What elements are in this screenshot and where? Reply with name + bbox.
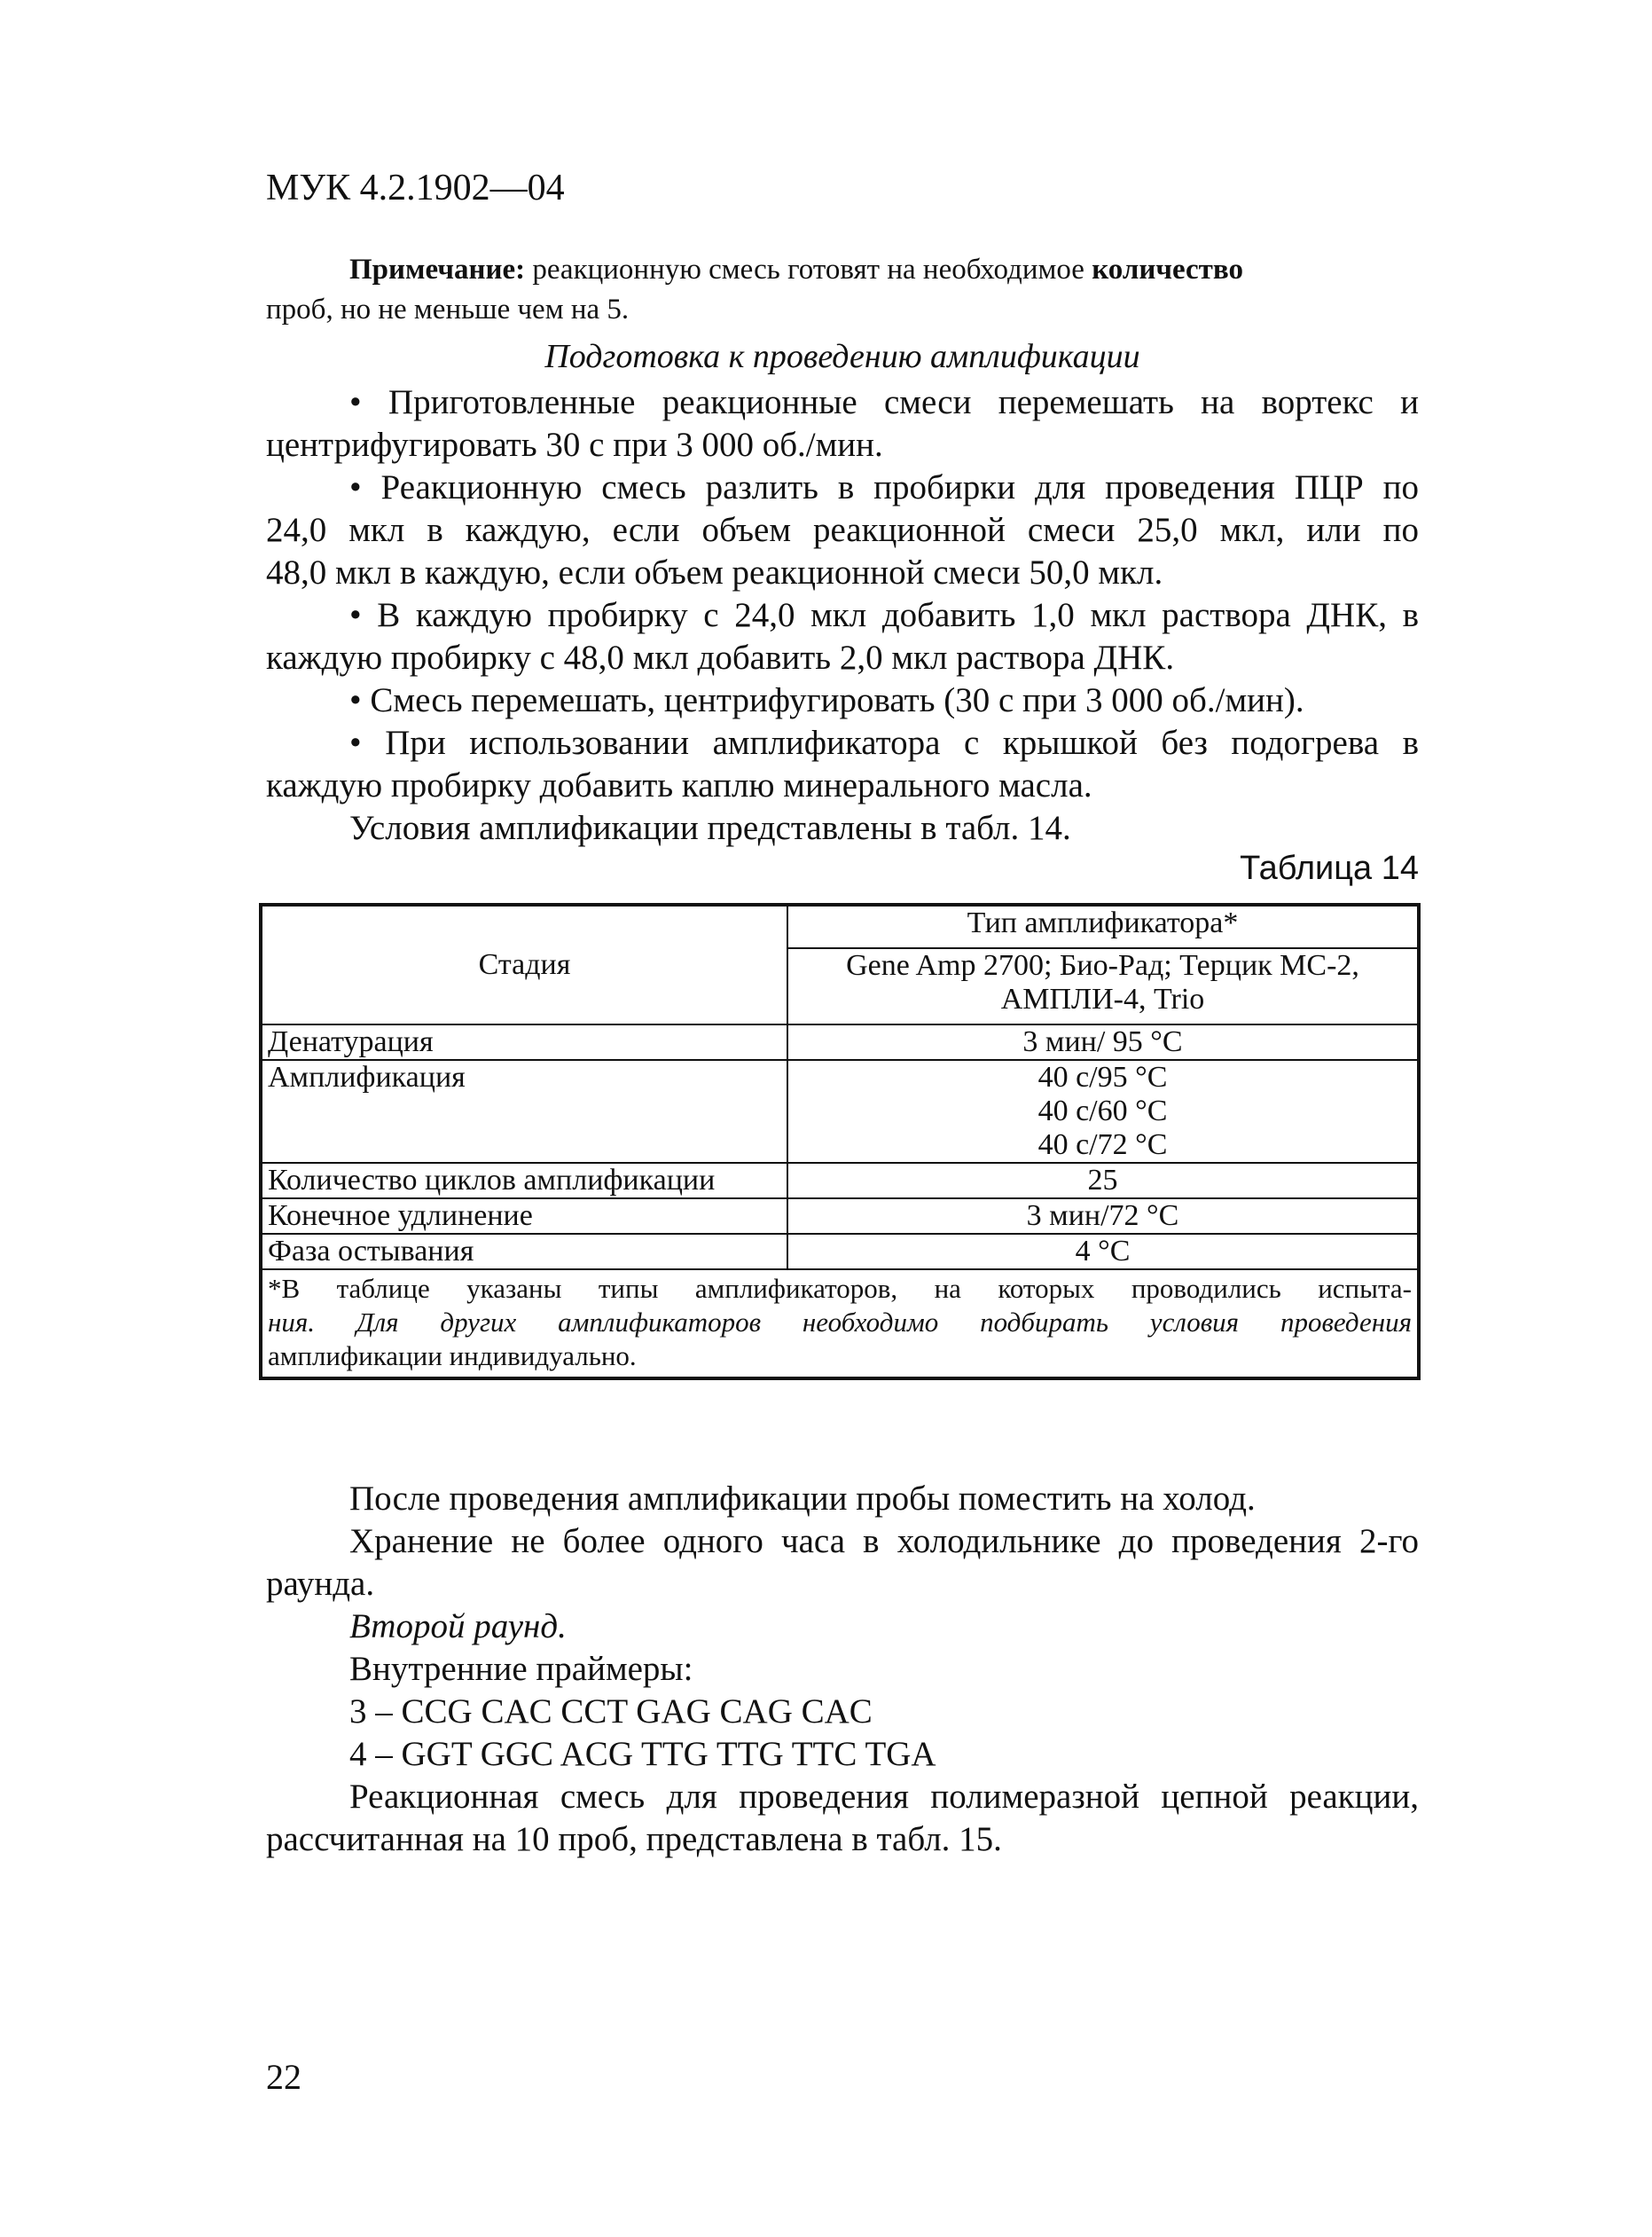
document-code: МУК 4.2.1902—04: [266, 168, 565, 208]
value-cell: 25: [787, 1163, 1419, 1198]
table-14: [259, 903, 1421, 1380]
table-row: [261, 1234, 1419, 1269]
table-footnote: *В таблице указаны типы амплификаторов, на которых проводились испыта- ния. Для других амплификаторов необходимо подбирать условия проведения амплификации индивидуально.: [261, 1269, 1419, 1378]
stage-cell: Количество циклов амплификации: [261, 1163, 787, 1198]
primer-3: 3 – CCG CAC CCT GAG CAG CAC: [349, 1692, 873, 1731]
bullet-item: • Смесь перемешать, центрифугировать (30 с при 3 000 об./мин).: [349, 681, 1304, 719]
conditions-text: Условия амплификации представлены в табл. 14.: [349, 809, 1071, 847]
header-type: Тип амплификатора*: [787, 905, 1419, 948]
paragraph-cold: После проведения амплификации пробы поместить на холод.: [349, 1480, 1256, 1518]
bullet-item: • В каждую пробирку с 24,0 мкл добавить 1,0 мкл раствора ДНК, в каждую пробирку с 48,0 мкл добавить 2,0 мкл раствора ДНК.: [266, 596, 1419, 677]
note-text-b: проб, но не меньше чем на 5.: [266, 294, 630, 326]
value-cell: 40 с/95 °С 40 с/60 °С 40 с/72 °С: [787, 1060, 1419, 1163]
header-models: Gene Amp 2700; Био-Рад; Терцик МС-2, АМПЛИ-4, Trio: [787, 948, 1419, 1024]
section-title: Подготовка к проведению амплификации: [544, 338, 1140, 375]
bullet-list: [266, 381, 1419, 850]
note-label: Примечание:: [349, 254, 526, 286]
table-caption: Таблица 14: [1240, 850, 1419, 887]
header-stage: Стадия: [261, 905, 787, 1024]
paragraph-mixture: Реакционная смесь для проведения полимеразной цепной реакции,: [349, 1778, 1419, 1816]
table-row: [261, 1198, 1419, 1234]
note-paragraph: [266, 250, 1419, 330]
bullet-item: • Реакционную смесь разлить в пробирки для проведения ПЦР по 24,0 мкл в каждую, если объем реакционной смеси 25,0 мкл, или по 48,0 мкл в каждую, если объем реакционной смеси 50,0 мкл.: [266, 468, 1419, 592]
stage-cell: Фаза остывания: [261, 1234, 787, 1269]
value-cell: 4 °С: [787, 1234, 1419, 1269]
value-cell: 3 мин/ 95 °С: [787, 1024, 1419, 1060]
primers-label: Внутренние праймеры:: [349, 1650, 693, 1688]
second-round-title: Второй раунд.: [349, 1607, 567, 1645]
note-text-a: реакционную смесь готовят на необходимое: [525, 254, 1092, 286]
page-number: 22: [266, 2057, 301, 2097]
stage-cell: Амплификация: [261, 1060, 787, 1163]
table-row: [261, 1163, 1419, 1198]
table-row: [261, 1024, 1419, 1060]
stage-cell: Денатурация: [261, 1024, 787, 1060]
stage-cell: Конечное удлинение: [261, 1198, 787, 1234]
bullet-item: • При использовании амплификатора с крышкой без подогрева в каждую пробирку добавить каплю минерального масла.: [266, 724, 1419, 805]
value-cell: 3 мин/72 °С: [787, 1198, 1419, 1234]
table-row: [261, 1060, 1419, 1163]
after-table-text: После проведения амплификации пробы поместить на холод. Хранение не более одного часа в холодильнике до проведения 2-го раунда. Второй раунд. Внутренние праймеры: 3 – CCG CAC CCT GAG CAG CAC 4 – GGT GGC ACG TTG TTG TTC TGA Реакционная смесь для проведения полимеразной цепной реакции, рассчитанная на 10 проб, представлена в табл. 15.: [266, 1480, 1419, 1858]
bullet-item: • Приготовленные реакционные смеси перемешать на вортекс и центрифугировать 30 с при 3 000 об./мин.: [266, 383, 1419, 464]
primer-4: 4 – GGT GGC ACG TTG TTG TTC TGA: [349, 1735, 936, 1773]
paragraph-storage: Хранение не более одного часа в холодильнике до проведения 2-го: [349, 1522, 1419, 1560]
note-bold-word: количество: [1092, 254, 1243, 286]
